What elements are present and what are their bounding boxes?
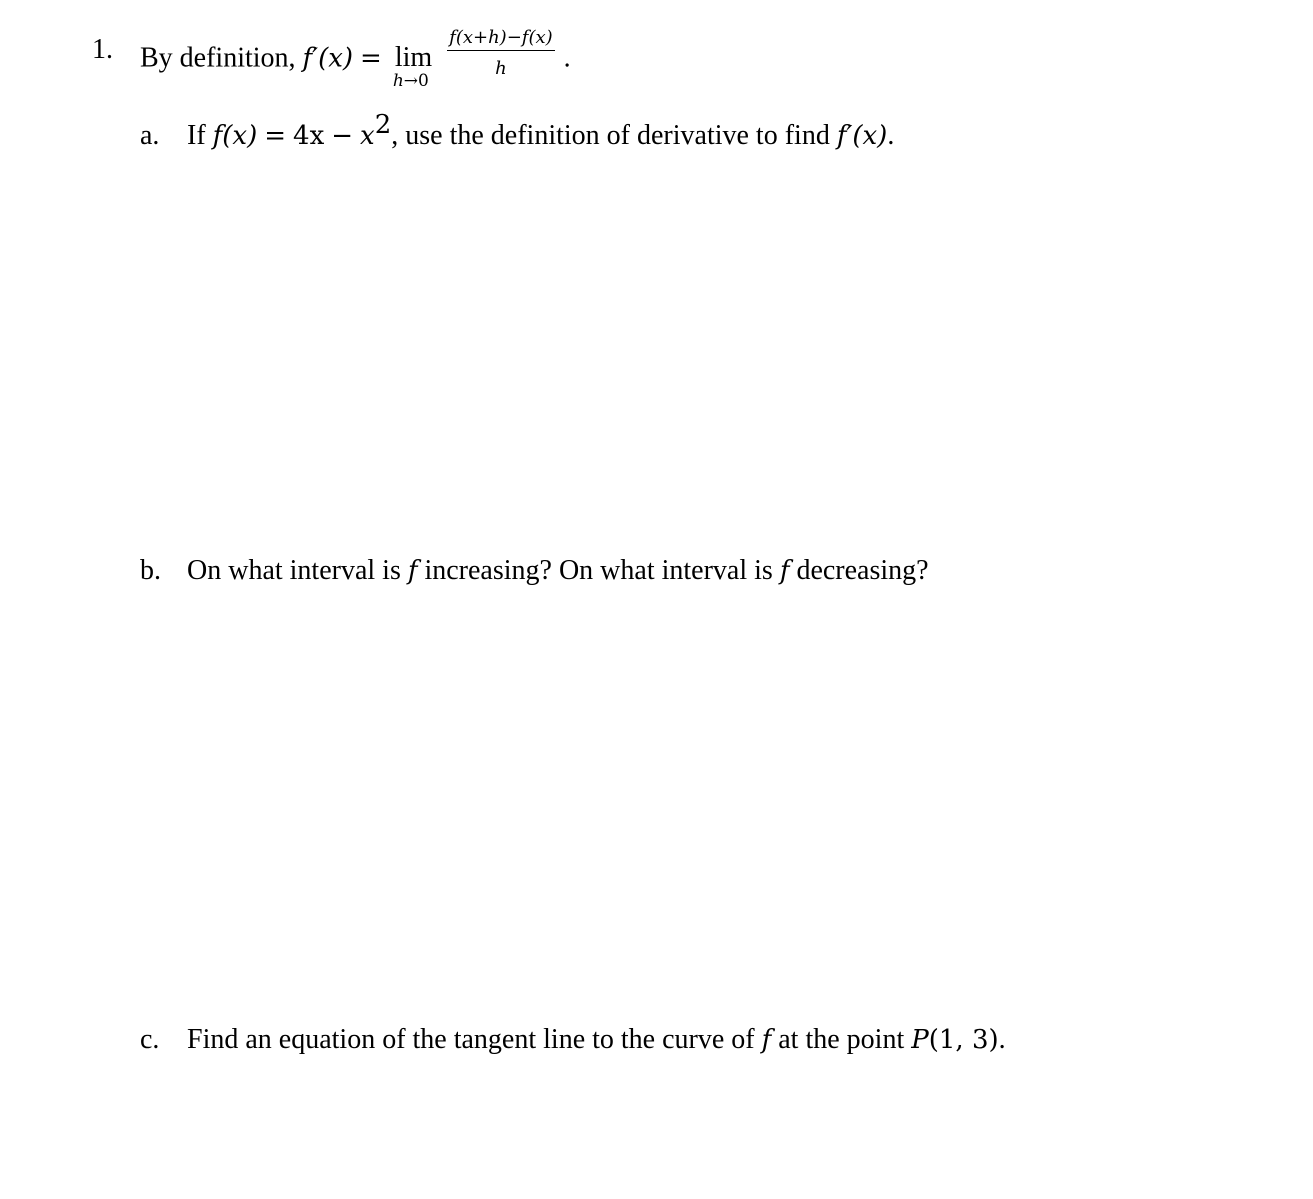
lim-sub-var: h→	[392, 71, 419, 92]
part-a-text	[187, 110, 895, 153]
part-a-label: a.	[140, 120, 160, 151]
limit-operator	[392, 41, 433, 92]
lim-word: lim	[394, 42, 433, 74]
part-c-point-coords: (1, 3)	[928, 1025, 999, 1055]
part-a-x-exp: 2	[374, 110, 392, 140]
part-c-text-2: at the point	[778, 1024, 905, 1055]
part-a-rest: , use the definition of derivative to find	[391, 120, 830, 151]
part-a-eq: =	[264, 121, 287, 151]
part-a-fx: f(x)	[212, 121, 258, 151]
part-c-label: c.	[140, 1024, 160, 1055]
intro-text: By definition,	[140, 42, 296, 74]
problem-number: 1.	[92, 34, 113, 65]
part-b-text-3: decreasing?	[796, 555, 929, 586]
part-c-end: .	[998, 1024, 1006, 1055]
part-c-f: f	[761, 1025, 772, 1055]
part-a-end: .	[887, 120, 895, 151]
def-equals: =	[360, 43, 382, 74]
lim-sub-val: 0	[418, 71, 429, 92]
derivative-definition	[140, 27, 571, 92]
lim-subscript	[393, 71, 429, 91]
part-b-text-2: increasing? On what interval is	[424, 555, 773, 586]
def-lhs: f′(x)	[302, 43, 354, 74]
part-c-text	[187, 1023, 1006, 1057]
part-a-fprime: f′(x)	[836, 121, 888, 151]
part-a-4x: 4x	[293, 121, 325, 151]
part-a-minus: −	[331, 121, 354, 151]
part-b-f1: f	[407, 556, 418, 586]
part-b-f2: f	[779, 556, 790, 586]
part-c-point-name: P	[911, 1025, 929, 1055]
part-a-x-base: x	[360, 121, 375, 151]
part-a-if: If	[187, 120, 206, 151]
end-period: .	[563, 42, 571, 74]
frac-denominator: h	[495, 58, 507, 79]
part-b-text-1: On what interval is	[187, 555, 401, 586]
difference-quotient	[447, 27, 554, 81]
part-b-text	[187, 554, 929, 588]
part-b-label: b.	[140, 555, 161, 586]
part-c-text-1: Find an equation of the tangent line to the curve of	[187, 1024, 755, 1055]
frac-numerator: f(x+h)−f(x)	[447, 27, 554, 51]
